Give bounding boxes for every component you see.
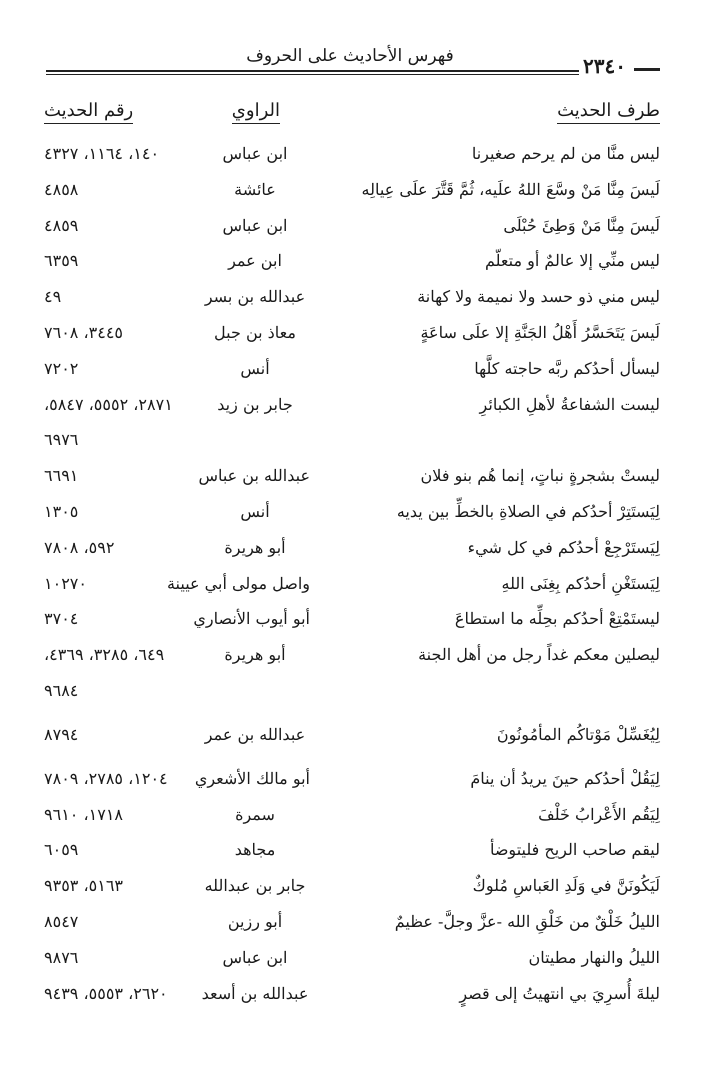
hadith-text: لَيَكُونَنَّ في وَلَدِ العَباسِ مُلوكٌ xyxy=(472,876,660,896)
narrator-name: أبو هريرة xyxy=(224,537,286,557)
narrator-name: سمرة xyxy=(235,804,275,824)
narrator-name: عبدالله بن عمر xyxy=(204,724,306,744)
table-row xyxy=(40,359,660,395)
column-heading-number: رقم الحديث xyxy=(44,100,133,124)
hadith-text: ليس منَّا من لم يرحم صغيرنا xyxy=(471,144,660,163)
column-headings xyxy=(40,100,660,130)
hadith-number: ٧٢٠٢ xyxy=(44,358,79,378)
hadith-text: ليست الشفاعةُ لأهلِ الكبائرِ xyxy=(479,394,660,414)
table-row xyxy=(40,502,660,538)
hadith-number: ٩٨٧٦ xyxy=(44,947,79,967)
hadith-number: ١٤٠، ١١٦٤، ٤٣٢٧ xyxy=(44,144,160,163)
page-number: ٢٣٤٠ xyxy=(579,54,630,78)
table-row xyxy=(40,574,660,610)
narrator-name: أبو أيوب الأنصاري xyxy=(193,609,310,629)
table-row xyxy=(40,717,660,769)
hadith-text: ليسأل أحدُكم ربَّه حاجته كلَّها xyxy=(474,358,660,378)
table-row xyxy=(40,769,660,805)
hadith-number: ١٠٢٧٠ xyxy=(44,573,87,593)
narrator-name: عبدالله بن عباس xyxy=(198,466,310,486)
narrator-name: ابن عمر xyxy=(228,251,282,271)
hadith-number: ٦٩٧٦ xyxy=(44,430,79,450)
hadith-text: لِيَستَتِرْ أحدُكم في الصلاةِ بالخطِّ بين يديه xyxy=(396,501,660,521)
hadith-text: الليلُ والنهار مطيتان xyxy=(528,947,660,967)
narrator-name: واصل مولى أبي عيينة xyxy=(166,573,310,593)
table-row xyxy=(40,645,660,681)
hadith-text: لِيَقُلْ أحدُكم حينَ يريدُ أن ينامَ xyxy=(470,768,660,788)
hadith-text: لَيسَ مِنَّا مَنْ وسَّعَ اللهُ علَيه، ثُمَّ قَتَّرَ علَى عِيالِه xyxy=(361,179,660,199)
hadith-text: لَيسَ مِنَّا مَنْ وَطِئَ حُبْلَى xyxy=(503,215,660,235)
running-title: فهرس الأحاديث على الحروف xyxy=(246,46,454,66)
table-row xyxy=(40,216,660,252)
narrator-name: جابر بن زيد xyxy=(217,394,293,414)
hadith-number: ١٣٠٥ xyxy=(44,501,79,521)
table-row xyxy=(40,395,660,431)
hadith-number: ١٢٠٤، ٢٧٨٥، ٧٨٠٩ xyxy=(44,768,168,788)
hadith-number: ٣٧٠٤ xyxy=(44,609,79,629)
running-header xyxy=(40,46,660,76)
hadith-text: ليقم صاحب الريح فليتوضأ xyxy=(489,840,660,860)
hadith-number: ٦٣٥٩ xyxy=(44,251,79,271)
narrator-name: أبو مالك الأشعري xyxy=(194,768,310,788)
table-row-continuation xyxy=(40,681,660,717)
narrator-name: عائشة xyxy=(234,179,276,199)
narrator-name: جابر بن عبدالله xyxy=(204,876,306,896)
hadith-text: لِيَستَرْجِعْ أحدُكم في كل شيء xyxy=(467,537,660,557)
table-row xyxy=(40,251,660,287)
hadith-text: لَيسَ يَتَحَسَّرُ أَهْلُ الجَنَّةِ إلا علَى ساعَةٍ xyxy=(420,322,660,342)
hadith-index-table xyxy=(40,144,660,1019)
hadith-text: ليلةَ أُسرِيَ بي انتهيتُ إلى قصرٍ xyxy=(459,983,660,1003)
table-row xyxy=(40,912,660,948)
table-row xyxy=(40,876,660,912)
hadith-number: ٣٤٤٥، ٧٦٠٨ xyxy=(44,322,123,342)
hadith-number: ٤٨٥٨ xyxy=(44,179,79,199)
table-row xyxy=(40,984,660,1020)
hadith-text: لِيَقُم الأَعْرابُ خَلْفَ xyxy=(538,804,660,824)
narrator-name: ابن عباس xyxy=(222,144,288,163)
hadith-text: لِيَستَغْنِ أحدُكم بِغِنَى اللهِ xyxy=(501,573,660,593)
table-row xyxy=(40,287,660,323)
hadith-number: ٦٠٥٩ xyxy=(44,840,79,860)
hadith-number: ٨٥٤٧ xyxy=(44,911,79,931)
hadith-text: ليستَمْتِعْ أحدُكم بحِلِّه ما استطاعَ xyxy=(454,609,660,629)
hadith-number: ٤٩ xyxy=(44,287,62,307)
hadith-text: الليلُ خَلْقٌ من خَلْقِ الله -عزَّ وجلَّ- عظيمٌ xyxy=(394,911,660,931)
narrator-name: أنس xyxy=(240,501,270,521)
hadith-number: ٢٦٢٠، ٥٥٥٣، ٩٤٣٩ xyxy=(44,983,168,1003)
table-row xyxy=(40,180,660,216)
narrator-name: ابن عباس xyxy=(222,947,288,967)
hadith-number: ١٧١٨، ٩٦١٠ xyxy=(44,804,123,824)
hadith-text: لِيُغَسِّلْ مَوْتاكُم المأمُونُونَ xyxy=(496,724,660,744)
page-number-dash xyxy=(634,68,660,71)
column-heading-hadith: طرف الحديث xyxy=(557,100,660,124)
hadith-number: ٨٧٩٤ xyxy=(44,724,79,744)
hadith-text: ليستْ بشجرةٍ نباتٍ، إنما هُم بنو فلان xyxy=(420,466,660,486)
table-row xyxy=(40,948,660,984)
header-rule xyxy=(46,70,590,75)
hadith-number: ٥٩٢، ٧٨٠٨ xyxy=(44,537,115,557)
narrator-name: أنس xyxy=(240,358,270,378)
hadith-text: ليس منِّي إلا عالمٌ أو متعلّم xyxy=(484,251,660,271)
hadith-number: ٦٦٩١ xyxy=(44,466,79,486)
hadith-number: ٦٤٩، ٣٢٨٥، ٤٣٦٩، xyxy=(44,645,165,665)
table-row xyxy=(40,144,660,180)
narrator-name: عبدالله بن أسعد xyxy=(201,983,309,1003)
table-row-continuation xyxy=(40,430,660,466)
narrator-name: معاذ بن جبل xyxy=(214,322,296,342)
narrator-name: أبو رزين xyxy=(227,911,283,931)
narrator-name: أبو هريرة xyxy=(224,645,286,665)
table-row xyxy=(40,805,660,841)
table-row xyxy=(40,538,660,574)
narrator-name: ابن عباس xyxy=(222,215,288,235)
hadith-number: ٩٦٨٤ xyxy=(44,680,79,700)
hadith-number: ٤٨٥٩ xyxy=(44,215,79,235)
hadith-number: ٥١٦٣، ٩٣٥٣ xyxy=(44,876,123,896)
hadith-text: ليصلين معكم غداً رجل من أهل الجنة xyxy=(418,645,660,665)
narrator-name: مجاهد xyxy=(234,840,276,860)
table-row xyxy=(40,466,660,502)
narrator-name: عبدالله بن بسر xyxy=(204,287,306,307)
table-row xyxy=(40,840,660,876)
hadith-text: ليس مني ذو حسد ولا نميمة ولا كهانة xyxy=(417,287,660,307)
hadith-number: ٢٨٧١، ٥٥٥٢، ٥٨٤٧، xyxy=(44,394,173,414)
table-row xyxy=(40,609,660,645)
table-row xyxy=(40,323,660,359)
column-heading-narrator: الراوي xyxy=(232,100,280,124)
